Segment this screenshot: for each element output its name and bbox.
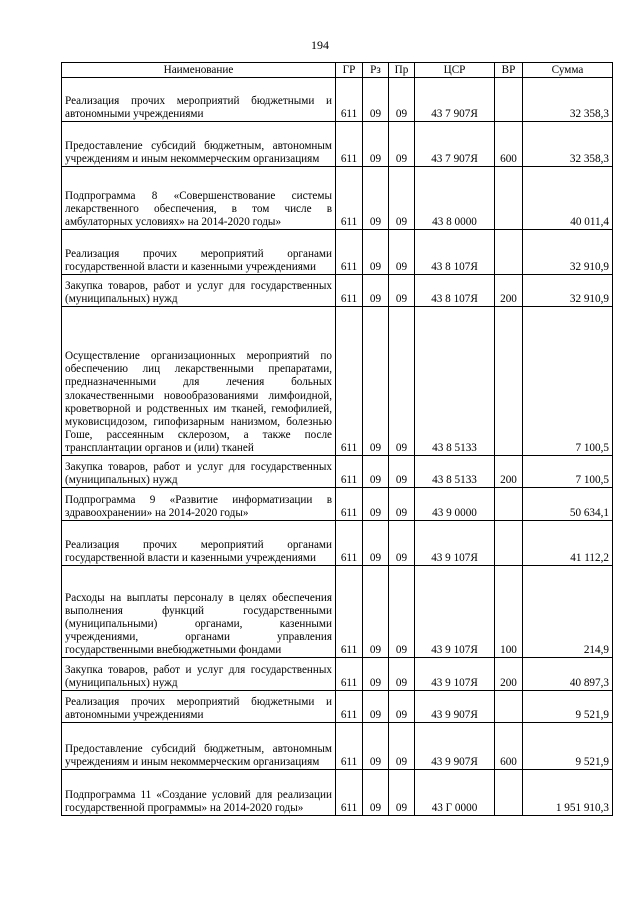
row-sum: 41 112,2 <box>523 521 613 566</box>
row-gr: 611 <box>336 566 363 658</box>
row-gr: 611 <box>336 723 363 770</box>
row-gr: 611 <box>336 122 363 167</box>
table-row <box>62 78 613 122</box>
page-number: 194 <box>311 38 329 52</box>
row-name: Осуществление организационных мероприятий по обеспечению лиц лекарственными препаратами, предназначенными для лечения больных злокачественными новообразованиями лимфоидной, кроветворной и родственных им тканей, гемофилией, муковисцидозом, гипофизарным нанизмом, болезнью Гоше, рассеянным склерозом, а также после трансплантации органов и (или) тканей <box>62 307 336 456</box>
table-row <box>62 275 613 307</box>
row-name: Предоставление субсидий бюджетным, автономным учреждениям и иным некоммерческим организациям <box>62 122 336 167</box>
row-gr: 611 <box>336 78 363 122</box>
row-vr <box>495 521 523 566</box>
row-name: Подпрограмма 11 «Создание условий для реализации государственной программы» на 2014-2020 годы» <box>62 770 336 816</box>
row-pr: 09 <box>389 658 415 691</box>
row-pr: 09 <box>389 488 415 521</box>
row-rz: 09 <box>363 521 389 566</box>
table-header-row <box>62 63 613 78</box>
row-csr: 43 9 907Я <box>415 691 495 723</box>
row-csr: 43 9 107Я <box>415 566 495 658</box>
row-rz: 09 <box>363 230 389 275</box>
row-vr <box>495 230 523 275</box>
row-rz: 09 <box>363 78 389 122</box>
table-row <box>62 723 613 770</box>
row-name: Закупка товаров, работ и услуг для государственных (муниципальных) нужд <box>62 658 336 691</box>
row-vr <box>495 770 523 816</box>
row-name: Подпрограмма 9 «Развитие информатизации в здравоохранении» на 2014-2020 годы» <box>62 488 336 521</box>
row-rz: 09 <box>363 770 389 816</box>
row-pr: 09 <box>389 770 415 816</box>
row-vr <box>495 307 523 456</box>
table-row <box>62 658 613 691</box>
row-sum: 40 897,3 <box>523 658 613 691</box>
header-pr: Пр <box>389 63 415 78</box>
row-gr: 611 <box>336 167 363 230</box>
row-sum: 214,9 <box>523 566 613 658</box>
header-gr: ГР <box>336 63 363 78</box>
row-vr: 100 <box>495 566 523 658</box>
row-csr: 43 9 107Я <box>415 658 495 691</box>
row-csr: 43 7 907Я <box>415 78 495 122</box>
row-csr: 43 9 907Я <box>415 723 495 770</box>
row-name: Реализация прочих мероприятий органами государственной власти и казенными учреждениями <box>62 230 336 275</box>
row-gr: 611 <box>336 658 363 691</box>
row-pr: 09 <box>389 78 415 122</box>
table-row <box>62 488 613 521</box>
table-row <box>62 456 613 488</box>
row-csr: 43 9 107Я <box>415 521 495 566</box>
header-sum: Сумма <box>523 63 613 78</box>
row-gr: 611 <box>336 307 363 456</box>
row-pr: 09 <box>389 521 415 566</box>
row-pr: 09 <box>389 275 415 307</box>
table-row <box>62 167 613 230</box>
row-gr: 611 <box>336 691 363 723</box>
header-csr: ЦСР <box>415 63 495 78</box>
row-csr: 43 9 0000 <box>415 488 495 521</box>
row-pr: 09 <box>389 230 415 275</box>
table-row <box>62 521 613 566</box>
header-vr: ВР <box>495 63 523 78</box>
row-csr: 43 8 0000 <box>415 167 495 230</box>
row-pr: 09 <box>389 566 415 658</box>
row-sum: 7 100,5 <box>523 307 613 456</box>
row-csr: 43 7 907Я <box>415 122 495 167</box>
row-pr: 09 <box>389 167 415 230</box>
row-sum: 32 910,9 <box>523 230 613 275</box>
row-name: Реализация прочих мероприятий бюджетными и автономными учреждениями <box>62 78 336 122</box>
table-row <box>62 691 613 723</box>
row-vr: 200 <box>495 456 523 488</box>
row-gr: 611 <box>336 770 363 816</box>
row-csr: 43 Г 0000 <box>415 770 495 816</box>
row-sum: 7 100,5 <box>523 456 613 488</box>
row-csr: 43 8 5133 <box>415 307 495 456</box>
row-gr: 611 <box>336 488 363 521</box>
row-csr: 43 8 107Я <box>415 275 495 307</box>
row-vr: 200 <box>495 275 523 307</box>
table-row <box>62 122 613 167</box>
row-rz: 09 <box>363 275 389 307</box>
row-gr: 611 <box>336 521 363 566</box>
row-vr <box>495 78 523 122</box>
row-sum: 9 521,9 <box>523 691 613 723</box>
row-vr <box>495 691 523 723</box>
row-rz: 09 <box>363 566 389 658</box>
row-name: Расходы на выплаты персоналу в целях обеспечения выполнения функций государственными (муниципальными) органами, казенными учреждениями, органами управления государственными внебюджетными фондами <box>62 566 336 658</box>
row-rz: 09 <box>363 691 389 723</box>
row-csr: 43 8 5133 <box>415 456 495 488</box>
row-pr: 09 <box>389 456 415 488</box>
row-pr: 09 <box>389 691 415 723</box>
row-vr: 600 <box>495 122 523 167</box>
row-rz: 09 <box>363 167 389 230</box>
row-rz: 09 <box>363 307 389 456</box>
row-name: Подпрограмма 8 «Совершенствование системы лекарственного обеспечения, в том числе в амбулаторных условиях» на 2014-2020 годы» <box>62 167 336 230</box>
row-sum: 40 011,4 <box>523 167 613 230</box>
table-row <box>62 770 613 816</box>
row-name: Реализация прочих мероприятий бюджетными и автономными учреждениями <box>62 691 336 723</box>
budget-table <box>61 62 613 816</box>
row-name: Закупка товаров, работ и услуг для государственных (муниципальных) нужд <box>62 456 336 488</box>
row-rz: 09 <box>363 122 389 167</box>
row-rz: 09 <box>363 723 389 770</box>
row-name: Предоставление субсидий бюджетным, автономным учреждениям и иным некоммерческим организациям <box>62 723 336 770</box>
row-vr: 600 <box>495 723 523 770</box>
table-row <box>62 307 613 456</box>
row-sum: 32 358,3 <box>523 78 613 122</box>
row-sum: 1 951 910,3 <box>523 770 613 816</box>
row-vr <box>495 167 523 230</box>
row-vr: 200 <box>495 658 523 691</box>
row-gr: 611 <box>336 230 363 275</box>
row-sum: 32 358,3 <box>523 122 613 167</box>
table-row <box>62 566 613 658</box>
row-gr: 611 <box>336 456 363 488</box>
row-vr <box>495 488 523 521</box>
table-row <box>62 230 613 275</box>
row-pr: 09 <box>389 723 415 770</box>
header-rz: Рз <box>363 63 389 78</box>
row-name: Закупка товаров, работ и услуг для государственных (муниципальных) нужд <box>62 275 336 307</box>
row-rz: 09 <box>363 456 389 488</box>
row-csr: 43 8 107Я <box>415 230 495 275</box>
row-rz: 09 <box>363 488 389 521</box>
row-sum: 9 521,9 <box>523 723 613 770</box>
row-rz: 09 <box>363 658 389 691</box>
row-pr: 09 <box>389 122 415 167</box>
row-sum: 32 910,9 <box>523 275 613 307</box>
row-name: Реализация прочих мероприятий органами государственной власти и казенными учреждениями <box>62 521 336 566</box>
row-gr: 611 <box>336 275 363 307</box>
row-sum: 50 634,1 <box>523 488 613 521</box>
row-pr: 09 <box>389 307 415 456</box>
header-name: Наименование <box>62 63 336 78</box>
